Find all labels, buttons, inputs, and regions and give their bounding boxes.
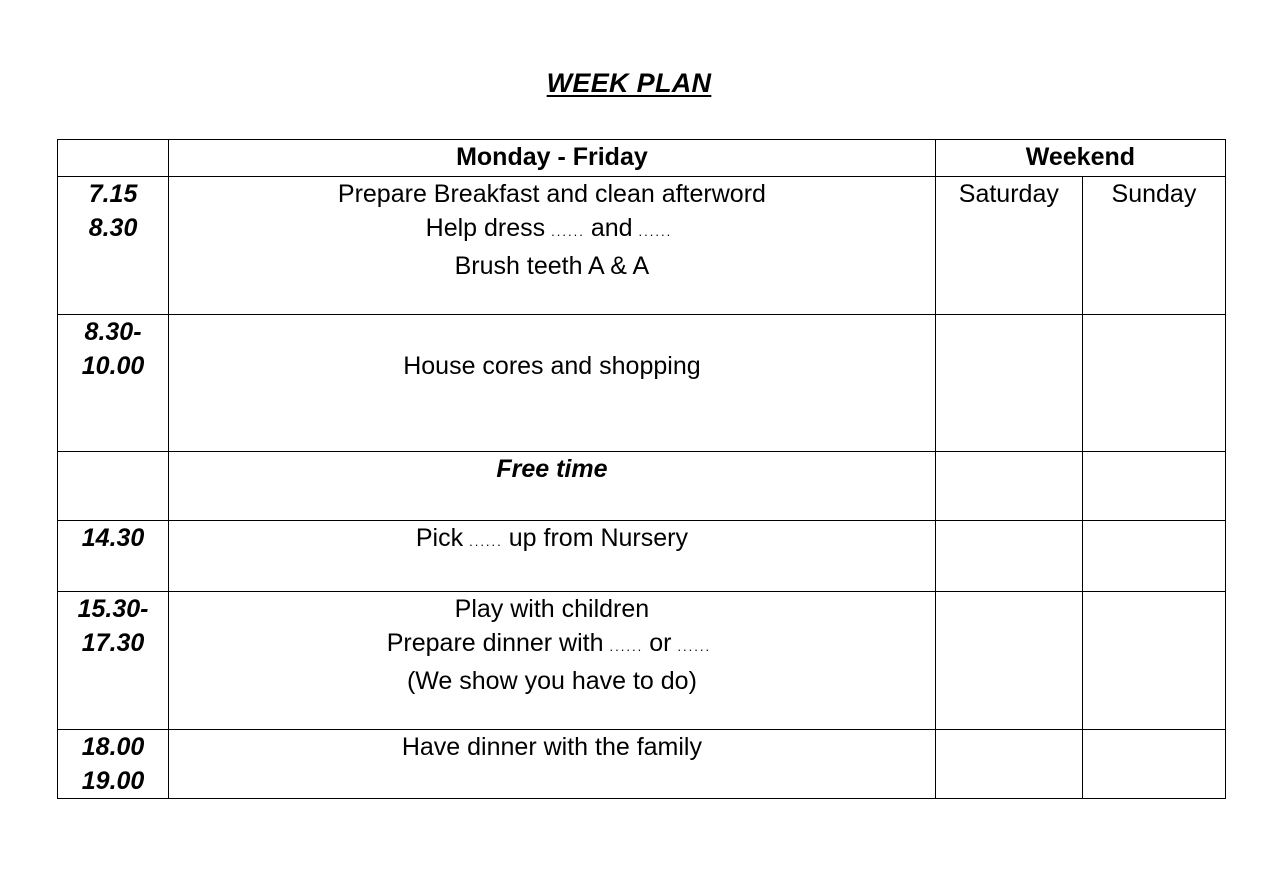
page-title: WEEK PLAN (546, 68, 712, 98)
activity-cell (169, 452, 936, 521)
time-end: 19.00 (81, 767, 145, 795)
table-row (58, 452, 1226, 521)
activity-line (169, 521, 935, 559)
blank-placeholder: ...... (677, 639, 712, 654)
time-cell (58, 730, 169, 799)
header-weekdays: Monday - Friday (169, 140, 936, 177)
time-end: 8.30 (88, 214, 138, 242)
table-row (58, 521, 1226, 592)
time-end: 10.00 (81, 352, 145, 380)
time-cell (58, 592, 169, 730)
saturday-cell: Saturday (935, 177, 1082, 315)
time-start: 7.15 (88, 180, 138, 208)
time-start: 14.30 (81, 524, 145, 552)
sunday-cell (1082, 452, 1225, 521)
saturday-cell (935, 315, 1082, 452)
activity-text: and (590, 214, 633, 242)
activity-text: or (649, 629, 672, 657)
time-start: 15.30- (77, 595, 149, 623)
time-cell (58, 452, 169, 521)
blank-placeholder: ...... (609, 639, 644, 654)
activity-cell (169, 592, 936, 730)
activity-cell (169, 315, 936, 452)
activity-line (169, 211, 935, 249)
saturday-cell (935, 592, 1082, 730)
header-row (58, 140, 1226, 177)
header-weekend: Weekend (935, 140, 1225, 177)
header-time-cell (58, 140, 169, 177)
sunday-cell: Sunday (1082, 177, 1225, 315)
time-start: 18.00 (81, 733, 145, 761)
activity-line: Play with children (454, 595, 650, 623)
saturday-cell (935, 452, 1082, 521)
time-start: 8.30- (84, 318, 142, 346)
sunday-cell (1082, 521, 1225, 592)
sunday-cell (1082, 592, 1225, 730)
activity-text: Pick (415, 524, 464, 552)
saturday-cell (935, 521, 1082, 592)
activity-line (169, 626, 935, 664)
blank-placeholder: ...... (638, 224, 673, 239)
activity-line: Prepare Breakfast and clean afterword (337, 180, 766, 208)
time-cell (58, 177, 169, 315)
activity-text: Help dress (425, 214, 546, 242)
activity-text: Prepare dinner with (386, 629, 604, 657)
table-row (58, 730, 1226, 799)
week-plan-table (57, 139, 1226, 799)
activity-cell (169, 177, 936, 315)
activity-cell (169, 521, 936, 592)
activity-text: up from Nursery (508, 524, 688, 552)
time-cell (58, 315, 169, 452)
table-row (58, 592, 1226, 730)
blank-placeholder: ...... (551, 224, 585, 239)
blank-placeholder: ...... (469, 534, 503, 549)
saturday-cell (935, 730, 1082, 799)
activity-line: Have dinner with the family (401, 733, 702, 761)
sunday-cell (1082, 730, 1225, 799)
activity-line: Brush teeth A & A (454, 252, 650, 280)
table-row (58, 315, 1226, 452)
time-cell (58, 521, 169, 592)
table-row (58, 177, 1226, 315)
time-end: 17.30 (81, 629, 145, 657)
activity-cell (169, 730, 936, 799)
sunday-cell (1082, 315, 1225, 452)
free-time-label: Free time (496, 455, 608, 483)
activity-line: (We show you have to do) (406, 667, 697, 695)
activity-line: House cores and shopping (403, 352, 701, 380)
